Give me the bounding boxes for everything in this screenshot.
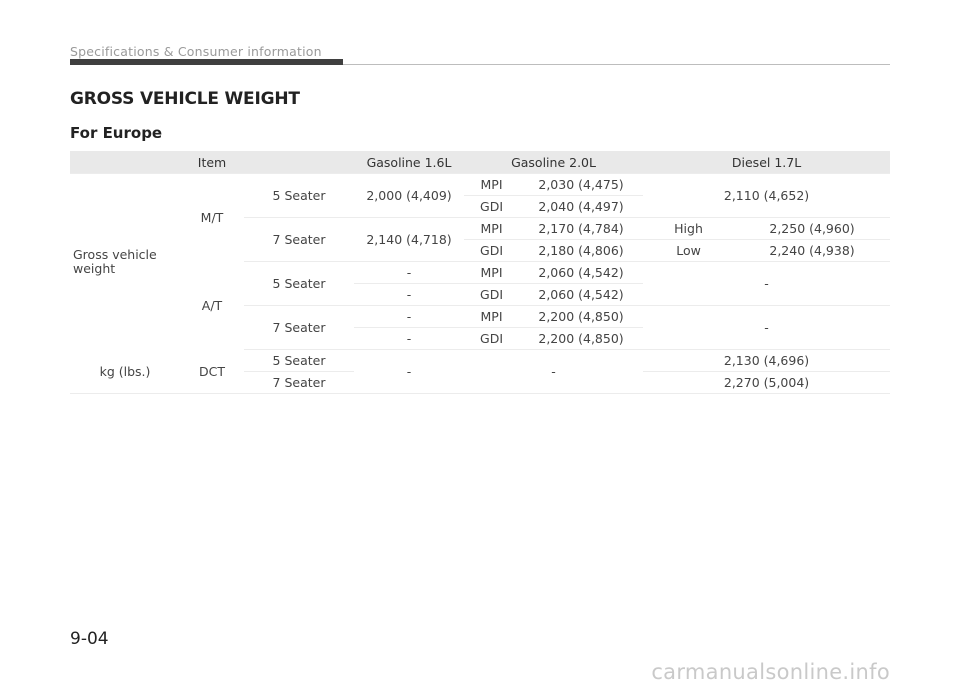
- seat-7: 7 Seater: [244, 218, 354, 262]
- dct-7-diesel-value: 2,270 (5,004): [643, 372, 890, 394]
- row-label-gross-vehicle-weight: Gross vehicle weight: [73, 246, 157, 276]
- seat-5: 5 Seater: [244, 174, 354, 218]
- transmission-dct: DCT: [180, 350, 244, 394]
- mt-5-gdi-value: 2,040 (4,497): [519, 196, 643, 218]
- at-7-g16-dash: -: [354, 328, 464, 350]
- mt-5-diesel-value: 2,110 (4,652): [643, 174, 890, 218]
- engine-mpi: MPI: [464, 262, 519, 284]
- mt-7-mpi-value: 2,170 (4,784): [519, 218, 643, 240]
- dct-g20-dash: -: [464, 350, 643, 394]
- seat-7: 7 Seater: [244, 372, 354, 394]
- engine-gdi: GDI: [464, 328, 519, 350]
- table-row: [70, 262, 890, 284]
- dct-g16-dash: -: [354, 350, 464, 394]
- engine-gdi: GDI: [464, 196, 519, 218]
- section-bar: [70, 59, 343, 65]
- engine-gdi: GDI: [464, 284, 519, 306]
- dct-5-diesel-value: 2,130 (4,696): [643, 350, 890, 372]
- section-label: Specifications & Consumer information: [70, 44, 322, 59]
- engine-mpi: MPI: [464, 218, 519, 240]
- at-5-g16-dash: -: [354, 262, 464, 284]
- at-5-gdi-value: 2,060 (4,542): [519, 284, 643, 306]
- table-header-row: [70, 151, 890, 174]
- engine-gdi: GDI: [464, 240, 519, 262]
- table-row: [70, 174, 890, 196]
- mt-7-gdi-value: 2,180 (4,806): [519, 240, 643, 262]
- at-7-mpi-value: 2,200 (4,850): [519, 306, 643, 328]
- header-gasoline-20: Gasoline 2.0L: [464, 151, 643, 174]
- page-number: 9-04: [70, 629, 109, 649]
- page-title: GROSS VEHICLE WEIGHT: [70, 89, 300, 109]
- engine-mpi: MPI: [464, 306, 519, 328]
- at-7-gdi-value: 2,200 (4,850): [519, 328, 643, 350]
- mt-7-diesel-high-value: 2,250 (4,960): [734, 218, 890, 240]
- header-item: Item: [70, 151, 354, 174]
- engine-mpi: MPI: [464, 174, 519, 196]
- diesel-low-label: Low: [643, 240, 734, 262]
- at-7-diesel-dash: -: [643, 306, 890, 350]
- section-divider: [343, 64, 890, 65]
- page-subtitle: For Europe: [70, 124, 163, 142]
- transmission-at: A/T: [201, 298, 223, 313]
- mt-7-g16-value: 2,140 (4,718): [354, 218, 464, 262]
- at-5-diesel-dash: -: [643, 262, 890, 306]
- diesel-high-label: High: [643, 218, 734, 240]
- at-7-g16-dash: -: [354, 306, 464, 328]
- mt-5-g16-value: 2,000 (4,409): [354, 174, 464, 218]
- header-gasoline-16: Gasoline 1.6L: [354, 151, 464, 174]
- at-5-mpi-value: 2,060 (4,542): [519, 262, 643, 284]
- header-diesel-17: Diesel 1.7L: [643, 151, 890, 174]
- unit-label: kg (lbs.): [70, 350, 180, 394]
- mt-5-mpi-value: 2,030 (4,475): [519, 174, 643, 196]
- mt-7-diesel-low-value: 2,240 (4,938): [734, 240, 890, 262]
- table-row: [70, 350, 890, 372]
- watermark: carmanualsonline.info: [651, 660, 890, 684]
- at-5-g16-dash: -: [354, 284, 464, 306]
- seat-5: 5 Seater: [244, 262, 354, 306]
- seat-7: 7 Seater: [244, 306, 354, 350]
- transmission-mt: M/T: [200, 210, 224, 226]
- gross-vehicle-weight-table: [70, 151, 890, 394]
- seat-5: 5 Seater: [244, 350, 354, 372]
